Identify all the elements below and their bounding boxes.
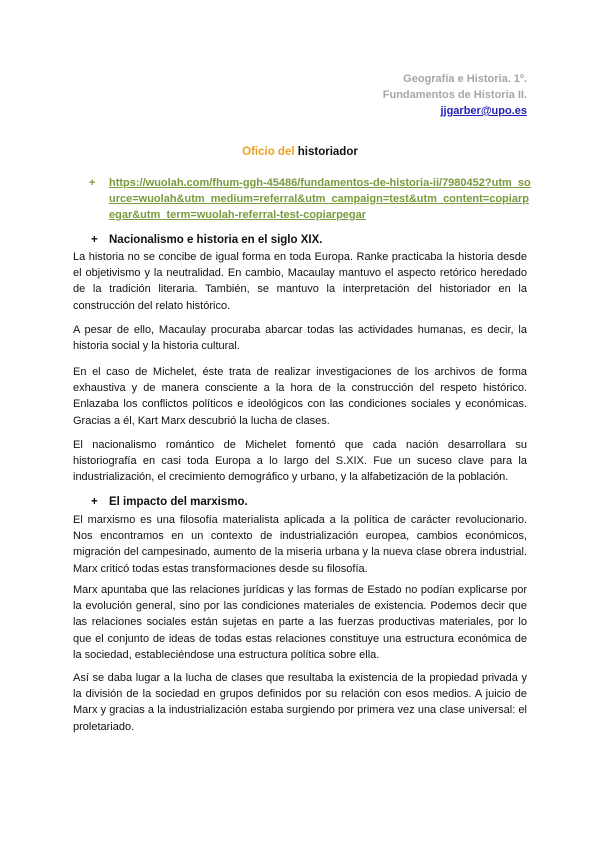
section-heading-nacionalismo — [91, 234, 322, 246]
paragraph: En el caso de Michelet, éste trata de realizar investigaciones de los archivos de forma exhaustiva y de manera consciente a la hora de la construcción del respeto histórico. Enlazaba los conflictos políticos e ideológicos con las condiciones sociales y económicas. Gracias a él, Kart Marx descubrió la lucha de clases. — [73, 366, 527, 427]
section-heading-text: Nacionalismo e historia en el siglo XIX. — [109, 234, 323, 246]
section-bullet: + — [91, 234, 98, 246]
title-highlight: Oficio del — [242, 146, 295, 158]
paragraph: Marx apuntaba que las relaciones jurídicas y las formas de Estado no podían explicarse por la evolución general, sino por las condiciones materiales de existencia. Podemos decir que las relaciones sociales están sujetas en parte a las fuerzas productivas materiales, por lo que el conjunto de ideas de todas estas relaciones constituye una estructura económica de la sociedad, estableciéndose una estructura política sobre ella. — [73, 584, 527, 661]
header-course: Geografía e Historia. 1º. — [403, 73, 527, 85]
paragraph: Así se daba lugar a la lucha de clases que resultaba la existencia de la propiedad privada y la división de la sociedad en grupos definidos por su relación con esos medios. A juicio de Marx y gracias a la industrialización estaba surgiendo por primera vez una clase universal: el proletariado. — [73, 672, 527, 733]
source-link[interactable]: https://wuolah.com/fhum-ggh-45486/fundamentos-de-historia-ii/7980452?utm_source=wuolah&utm_medium=referral&utm_campaign=test&utm_content=copiarpegar&utm_term=wuolah-referral-test-copiarpegar — [109, 177, 531, 221]
section-bullet: + — [91, 496, 98, 508]
section-heading-marxismo — [91, 496, 248, 508]
title-rest: historiador — [294, 146, 358, 158]
page-title — [0, 146, 600, 158]
source-link-item — [91, 175, 531, 223]
link-bullet: + — [89, 177, 96, 189]
paragraph: El nacionalismo romántico de Michelet fomentó que cada nación desarrollara su historiografía en casi toda Europa a lo largo del S.XIX. Fue un suceso clave para la industrialización, el crecimiento demográfico y urbano, y la alfabetización de la población. — [73, 439, 527, 484]
paragraph: A pesar de ello, Macaulay procuraba abarcar todas las actividades humanas, es decir, la historia social y la historia cultural. — [73, 324, 527, 353]
header-subject: Fundamentos de Historia II. — [382, 89, 527, 101]
paragraph: La historia no se concibe de igual forma en toda Europa. Ranke practicaba la historia desde el objetivismo y la neutralidad. En cambio, Macaulay mantuvo el aspecto retórico heredado de la tradición literaria. También, se mantuvo la interpretación del historiador en la construcción del relato histórico. — [73, 251, 527, 312]
section-heading-text: El impacto del marxismo. — [109, 496, 248, 508]
header-email-link[interactable]: jjgarber@upo.es — [440, 105, 527, 117]
document-header — [383, 71, 527, 119]
paragraph: El marxismo es una filosofía materialista aplicada a la política de carácter revolucionario. Nos encontramos en un contexto de industrialización europea, cambios económicos, migración del campesinado, aumento de la miseria urbana y la nueva clase obrera industrial. Marx criticó todas estas transformaciones desde su filosofía. — [73, 514, 527, 575]
